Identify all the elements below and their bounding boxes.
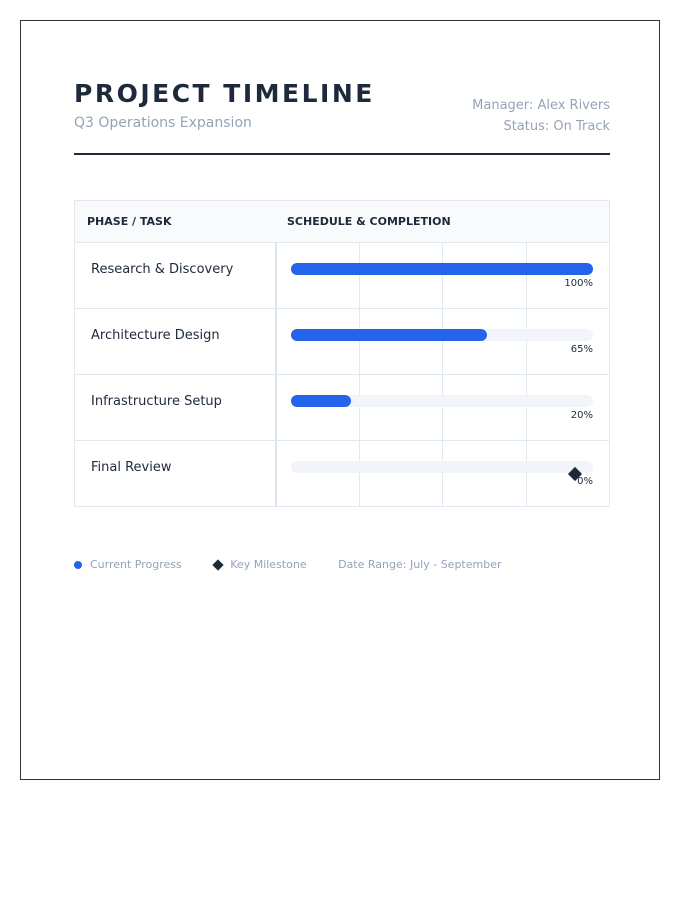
report-header: [74, 79, 610, 155]
report-page: [20, 20, 660, 780]
table-header: [75, 201, 609, 243]
progress-percent: 100%: [564, 278, 593, 289]
task-name: Architecture Design: [91, 328, 220, 343]
legend-progress-label: Current Progress: [90, 558, 182, 571]
legend: [74, 558, 530, 572]
status-label: Status: On Track: [503, 119, 610, 134]
table-row: [75, 243, 609, 309]
page-subtitle: Q3 Operations Expansion: [74, 115, 252, 131]
progress-percent: 20%: [570, 410, 593, 421]
dot-icon: [74, 561, 82, 569]
legend-progress: [74, 558, 182, 572]
column-header-schedule: SCHEDULE & COMPLETION: [287, 215, 451, 228]
timeline-table: [74, 200, 610, 507]
progress-percent: 0%: [577, 476, 593, 487]
progress-fill: [291, 263, 593, 275]
progress-track: [291, 395, 593, 407]
column-header-phase: PHASE / TASK: [87, 215, 172, 228]
progress-fill: [291, 329, 487, 341]
project-meta: [472, 95, 610, 137]
diamond-icon: [213, 559, 224, 570]
page-title: PROJECT TIMELINE: [74, 79, 375, 108]
progress-track: [291, 461, 593, 473]
task-name: Infrastructure Setup: [91, 394, 222, 409]
progress-percent: 65%: [570, 344, 593, 355]
legend-milestone: [213, 558, 306, 572]
table-row: [75, 375, 609, 441]
task-name: Research & Discovery: [91, 262, 234, 277]
legend-milestone-label: Key Milestone: [230, 558, 307, 571]
progress-track: [291, 263, 593, 275]
legend-date-range: Date Range: July - September: [338, 558, 502, 571]
task-name: Final Review: [91, 460, 172, 475]
progress-fill: [291, 395, 351, 407]
table-row: [75, 309, 609, 375]
manager-label: Manager: Alex Rivers: [472, 98, 610, 113]
table-row: [75, 441, 609, 507]
progress-track: [291, 329, 593, 341]
